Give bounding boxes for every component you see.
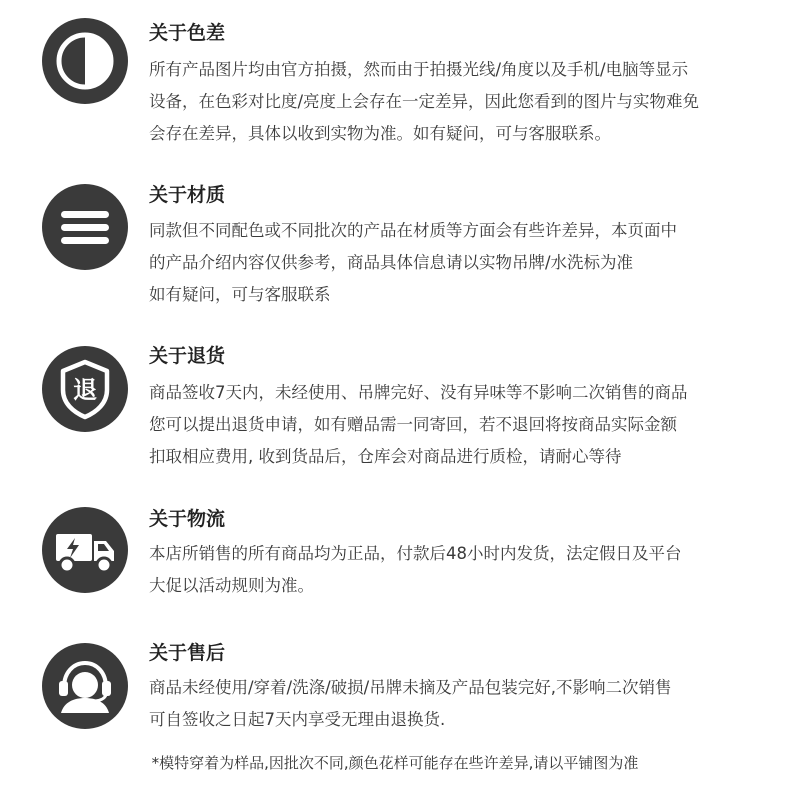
section-body	[149, 538, 769, 602]
body-line: 同款但不同配色或不同批次的产品在材质等方面会有些许差异，本页面中	[149, 221, 677, 240]
body-line: 大促以活动规则为准。	[149, 576, 314, 595]
section-body	[149, 672, 769, 736]
body-line: 可自签收之日起7天内享受无理由退换货.	[149, 710, 446, 729]
body-line: 商品签收7天内，未经使用、吊牌完好、没有异味等不影响二次销售的商品	[149, 383, 688, 402]
return-shield-icon	[42, 346, 128, 432]
section-body	[149, 377, 769, 473]
section-title: 关于物流	[149, 508, 226, 530]
body-line: 本店所销售的所有商品均为正品，付款后48小时内发货，法定假日及平台	[149, 544, 682, 563]
body-line: 扣取相应费用, 收到货品后，仓库会对商品进行质检，请耐心等待	[149, 447, 622, 466]
return-icon-glyph: 退	[73, 376, 97, 404]
body-line: 您可以提出退货申请，如有赠品需一同寄回，若不退回将按商品实际金额	[149, 415, 677, 434]
body-line: 设备，在色彩对比度/亮度上会存在一定差异，因此您看到的图片与实物难免	[149, 92, 700, 111]
body-line: 的产品介绍内容仅供参考，商品具体信息请以实物吊牌/水洗标为准	[149, 253, 634, 272]
body-line: 所有产品图片均由官方拍摄，然而由于拍摄光线/角度以及手机/电脑等显示	[149, 60, 689, 79]
section-title: 关于售后	[149, 642, 226, 664]
section-body	[149, 215, 769, 311]
section-title: 关于色差	[149, 22, 226, 44]
section-body	[149, 54, 769, 150]
body-line: 如有疑问，可与客服联系	[149, 285, 331, 304]
section-title: 关于材质	[149, 184, 226, 206]
body-line: 商品未经使用/穿着/洗涤/破损/吊牌未摘及产品包装完好,不影响二次销售	[149, 678, 672, 697]
delivery-truck-icon	[42, 507, 128, 593]
customer-service-headset-icon	[42, 643, 128, 729]
half-circle-icon	[42, 18, 128, 104]
body-line: 会存在差异，具体以收到实物为准。如有疑问，可与客服联系。	[149, 124, 611, 143]
footer-note: *模特穿着为样品,因批次不同,颜色花样可能存在些许差异,请以平铺图为准	[151, 754, 639, 772]
section-title: 关于退货	[149, 345, 226, 367]
menu-lines-icon	[42, 184, 128, 270]
